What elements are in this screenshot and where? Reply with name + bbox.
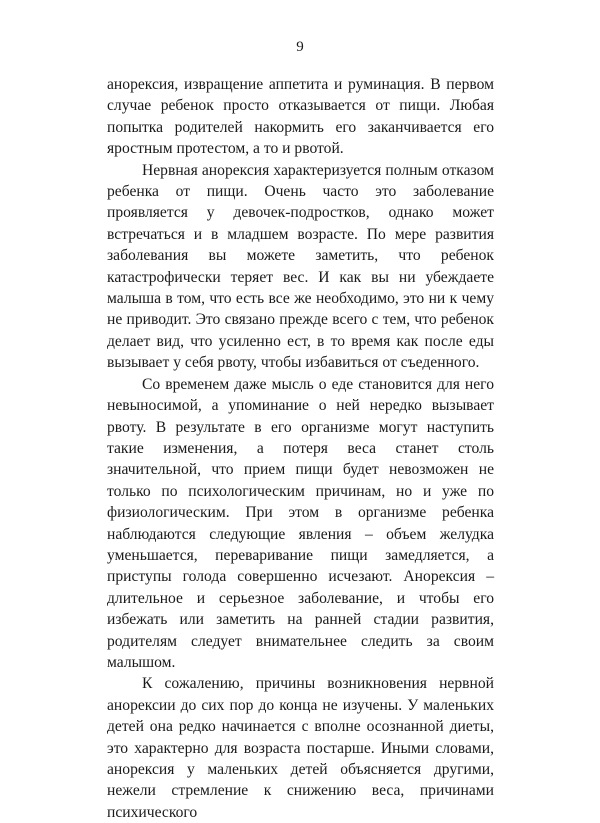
paragraph-3: Со временем даже мысль о еде становится для него невыносимой, а упоминание о ней нередко вызывает рвоту. В результате в его организме могут наступить такие изменения, а потеря веса станет столь значительной, что прием пищи будет невозможен не только по психологическим причинам, но и уже по физиологическим. При этом в организме ребенка наблюдаются следующие явления – объем желудка уменьшается, переваривание пищи замедляется, а приступы голода совершенно исчезают. Анорексия – длительное и серьезное заболевание, и чтобы его избежать или заметить на ранней стадии развития, родителям следует внимательнее следить за своим малышом. (107, 375, 494, 671)
paragraph-4: К сожалению, причины возникновения нервной анорексии до сих пор до конца не изучены. У маленьких детей она редко начинается с вполне осознанной диеты, это характерно для возраста постарше. Иными словами, анорексия у маленьких детей объясняется другими, нежели стремление к снижению веса, причинами психического (107, 675, 494, 821)
paragraph-2: Нервная анорексия характеризуется полным отказом ребенка от пищи. Очень часто это заболевание проявляется у девочек-подростков, однако может встречаться и в младшем возрасте. По мере развития заболевания вы можете заметить, что ребенок катастрофически теряет вес. И как вы ни убеждаете малыша в том, что есть все же необходимо, это ни к чему не приводит. Это связано прежде всего с тем, что ребенок делает вид, что усиленно ест, в то время как после еды вызывает у себя рвоту, чтобы избавиться от съеденного. (107, 161, 494, 372)
page-number: 9 (296, 39, 304, 55)
body-text (107, 74, 494, 823)
paragraph-1: анорексия, извращение аппетита и руминация. В первом случае ребенок просто отказывается от пищи. Любая попытка родителей накормить его заканчивается его яростным протестом, а то и рвотой. (107, 76, 494, 158)
